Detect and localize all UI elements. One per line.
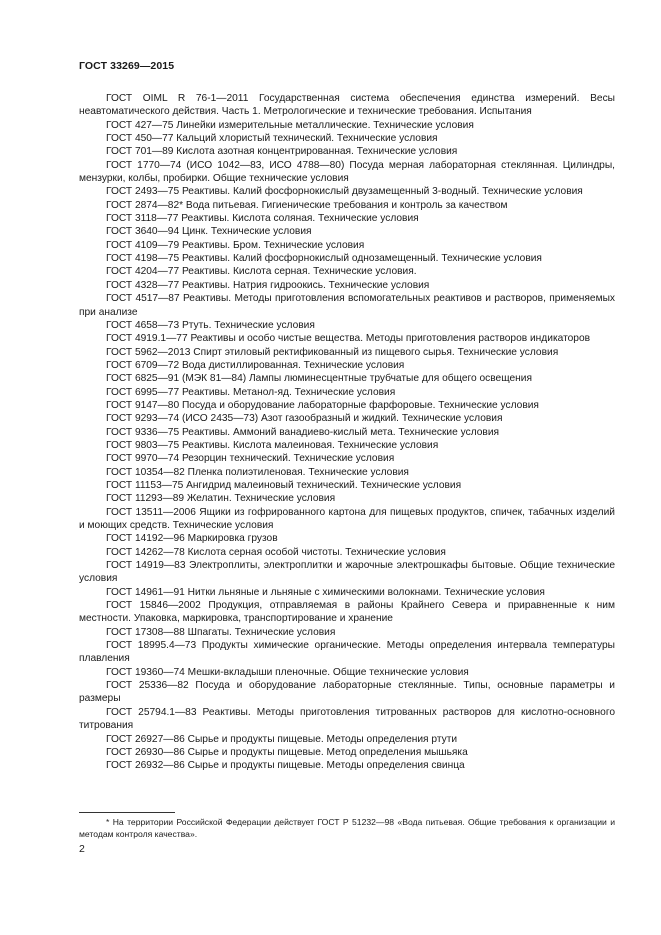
reference-item: ГОСТ 6995—77 Реактивы. Метанол-яд. Технические условия xyxy=(106,386,396,398)
reference-item: ГОСТ 26927—86 Сырье и продукты пищевые. Методы определения ртути xyxy=(106,733,458,745)
reference-item: ГОСТ 2493—75 Реактивы. Калий фосфорнокислый двузамещенный 3-водный. Технические условия xyxy=(106,186,583,198)
reference-item: ГОСТ 1770—74 (ИСО 1042—83, ИСО 4788—80) Посуда мерная лабораторная стеклянная. Цилиндры, мензурки, колбы, пробирки. Общие технические условия xyxy=(79,159,615,185)
reference-item: ГОСТ 25336—82 Посуда и оборудование лабораторные стеклянные. Типы, основные параметры и размеры xyxy=(79,680,615,705)
footnote: * На территории Российской Федерации действует ГОСТ Р 51232—98 «Вода питьевая. Общие требования к организации и методам контроля качества». xyxy=(79,817,615,839)
reference-item: ГОСТ 17308—88 Шпагаты. Технические условия xyxy=(106,626,336,638)
reference-item: ГОСТ 3640—94 Цинк. Технические условия xyxy=(106,226,312,238)
reference-item: ГОСТ 5962—2013 Спирт этиловый ректификованный из пищевого сырья. Технические условия xyxy=(106,346,559,358)
document-header: ГОСТ 33269—2015 xyxy=(79,60,175,72)
reference-item: ГОСТ 6825—91 (МЭК 81—84) Лампы люминесцентные трубчатые для общего освещения xyxy=(106,373,532,385)
reference-item: ГОСТ 25794.1—83 Реактивы. Методы приготовления титрованных растворов для кислотно-основного титрования xyxy=(79,706,615,732)
reference-item: ГОСТ 15846—2002 Продукция, отправляемая в районы Крайнего Севера и приравненные к ним местности. Упаковка, маркировка, транспортирование и хранение xyxy=(79,600,615,625)
reference-item: ГОСТ 9336—75 Реактивы. Аммоний ванадиево-кислый мета. Технические условия xyxy=(106,426,500,438)
reference-item: ГОСТ 2874—82* Вода питьевая. Гигиенические требования и контроль за качеством xyxy=(106,199,508,211)
reference-item: ГОСТ 4204—77 Реактивы. Кислота серная. Технические условия. xyxy=(106,266,417,278)
reference-item: ГОСТ 11153—75 Ангидрид малеиновый технический. Технические условия xyxy=(106,479,462,491)
reference-item: ГОСТ 14961—91 Нитки льняные и льняные с химическими волокнами. Технические условия xyxy=(106,586,545,598)
reference-item: ГОСТ 4658—73 Ртуть. Технические условия xyxy=(106,319,315,331)
reference-item: ГОСТ 9803—75 Реактивы. Кислота малеиновая. Технические условия xyxy=(106,439,439,451)
reference-item: ГОСТ 9293—74 (ИСО 2435—73) Азот газообразный и жидкий. Технические условия xyxy=(106,413,503,425)
reference-item: ГОСТ 19360—74 Мешки-вкладыши пленочные. Общие технические условия xyxy=(106,666,469,678)
page-number: 2 xyxy=(79,843,85,855)
reference-item: ГОСТ 4109—79 Реактивы. Бром. Технические условия xyxy=(106,239,365,251)
reference-item: ГОСТ 14262—78 Кислота серная особой чистоты. Технические условия xyxy=(106,546,446,558)
footnote-divider xyxy=(79,812,175,813)
reference-item: ГОСТ 26932—86 Сырье и продукты пищевые. Методы определения свинца xyxy=(106,760,465,772)
reference-item: ГОСТ 701—89 Кислота азотная концентрированная. Технические условия xyxy=(106,146,458,158)
reference-item: ГОСТ 11293—89 Желатин. Технические условия xyxy=(106,493,336,505)
reference-item: ГОСТ 450—77 Кальций хлористый технический. Технические условия xyxy=(106,133,438,145)
reference-item: ГОСТ OIML R 76-1—2011 Государственная система обеспечения единства измерений. Весы неавтоматического действия. Часть 1. Метрологические и технические требования. Испытания xyxy=(79,93,615,118)
reference-item: ГОСТ 4919.1—77 Реактивы и особо чистые вещества. Методы приготовления растворов индикаторов xyxy=(106,333,591,345)
reference-item: ГОСТ 14192—96 Маркировка грузов xyxy=(106,533,278,545)
reference-item: ГОСТ 6709—72 Вода дистиллированная. Технические условия xyxy=(106,359,405,371)
reference-item: ГОСТ 10354—82 Пленка полиэтиленовая. Технические условия xyxy=(106,466,409,478)
reference-item: ГОСТ 4328—77 Реактивы. Натрия гидроокись. Технические условия xyxy=(106,279,430,291)
reference-item: ГОСТ 3118—77 Реактивы. Кислота соляная. Технические условия xyxy=(106,213,419,225)
reference-item: ГОСТ 9970—74 Резорцин технический. Технические условия xyxy=(106,453,395,465)
reference-item: ГОСТ 9147—80 Посуда и оборудование лабораторные фарфоровые. Технические условия xyxy=(106,399,539,411)
reference-item: ГОСТ 4517—87 Реактивы. Методы приготовления вспомогательных реактивов и растворов, применяемых при анализе xyxy=(79,293,615,318)
reference-item: ГОСТ 13511—2006 Ящики из гофрированного картона для пищевых продуктов, спичек, табачных изделий и моющих средств. Технические условия xyxy=(79,506,615,531)
reference-item: ГОСТ 4198—75 Реактивы. Калий фосфорнокислый однозамещенный. Технические условия xyxy=(106,253,542,265)
normative-references-list xyxy=(79,92,615,773)
reference-item: ГОСТ 427—75 Линейки измерительные металлические. Технические условия xyxy=(106,119,474,131)
reference-item: ГОСТ 18995.4—73 Продукты химические органические. Методы определения интервала температуры плавления xyxy=(79,640,615,665)
reference-item: ГОСТ 14919—83 Электроплиты, электроплитки и жарочные электрошкафы бытовые. Общие технические условия xyxy=(79,560,615,585)
reference-item: ГОСТ 26930—86 Сырье и продукты пищевые. Метод определения мышьяка xyxy=(106,746,468,758)
